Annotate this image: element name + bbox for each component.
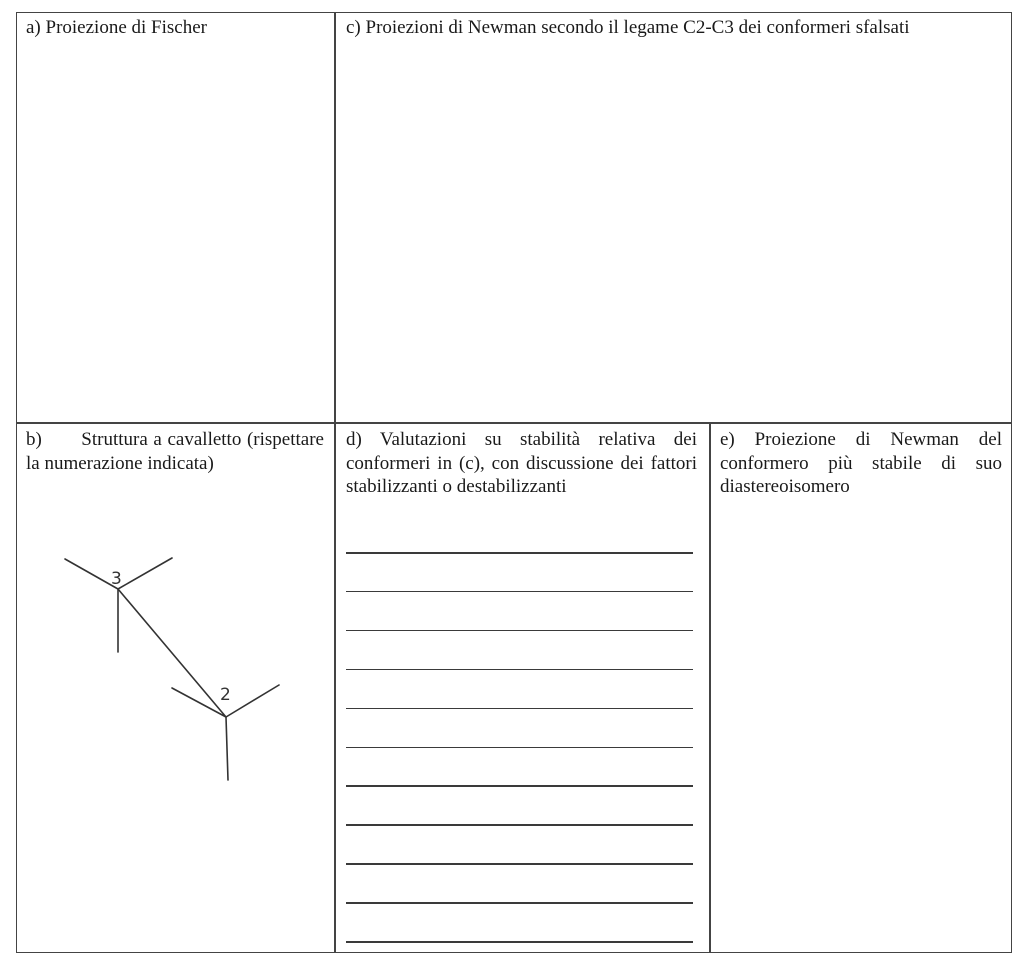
answer-line (346, 902, 693, 904)
cell-a-label: a) Proiezione di Fischer (26, 17, 207, 38)
divider-horizontal (16, 422, 1012, 424)
cell-e-label: e) Proiezione di Newman del conformero più stabile di suo diastereoisomero (720, 429, 1002, 497)
c2-bond-upper-right (226, 685, 279, 717)
answer-line (346, 785, 693, 787)
answer-line (346, 824, 693, 826)
divider-vertical-right (709, 422, 711, 953)
answer-line (346, 863, 693, 865)
answer-line (346, 708, 693, 710)
answer-line (346, 941, 693, 943)
carbon-3-label: 3 (111, 569, 122, 589)
answer-line (346, 591, 693, 593)
c3-bond-upper-right (118, 558, 172, 589)
c2-bond-upper-left (172, 688, 226, 717)
divider-vertical-left (334, 12, 336, 953)
answer-line (346, 669, 693, 671)
c2-bond-down (226, 717, 228, 780)
answer-line (346, 630, 693, 632)
cell-d-label: d) Valutazioni su stabilità relativa dei conformeri in (c), con discussione dei fattori stabilizzanti o destabilizzanti (346, 429, 697, 497)
c2-c3-bond (118, 589, 226, 717)
carbon-2-label: 2 (220, 685, 231, 705)
cell-b-label: b) Struttura a cavalletto (rispettare la numerazione indicata) (26, 429, 324, 474)
cell-c-label: c) Proiezioni di Newman secondo il legame C2-C3 dei conformeri sfalsati (346, 17, 910, 38)
sawhorse-structure-drawing (40, 540, 300, 800)
answer-line (346, 747, 693, 749)
answer-line (346, 552, 693, 554)
